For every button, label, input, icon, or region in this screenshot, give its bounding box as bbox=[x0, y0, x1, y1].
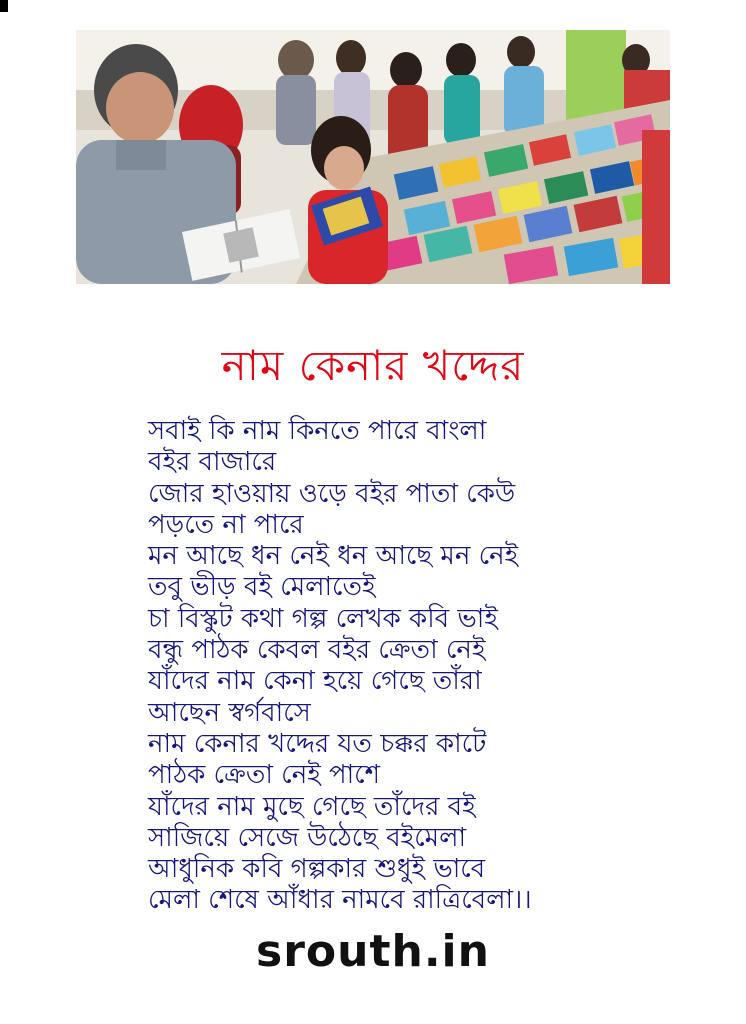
site-name: srouth.in bbox=[256, 926, 490, 977]
poem-line: বইর বাজারে bbox=[148, 447, 277, 478]
poem-line: আধুনিক কবি গল্পকার শুধুই ভাবে bbox=[148, 854, 486, 885]
poem-line: পড়তে না পারে bbox=[148, 509, 304, 540]
poem-line: যাঁদের নাম মুছে গেছে তাঁদের বই bbox=[148, 791, 476, 822]
poem-line: সাজিয়ে সেজে উঠেছে বইমেলা bbox=[148, 822, 466, 853]
poem-line: পাঠক ক্রেতা নেই পাশে bbox=[148, 760, 381, 791]
poem-line: নাম কেনার খদ্দের যত চক্কর কাটে bbox=[148, 728, 487, 759]
poem-line: সবাই কি নাম কিনতে পারে বাংলা bbox=[148, 416, 487, 446]
book-fair-photo bbox=[76, 30, 670, 284]
poem-line: বন্ধু পাঠক কেবল বইর ক্রেতা নেই bbox=[148, 635, 486, 666]
corner-mark bbox=[0, 0, 8, 12]
poem-line: যাঁদের নাম কেনা হয়ে গেছে তাঁরা bbox=[148, 666, 482, 697]
poem-body bbox=[148, 416, 708, 917]
poem-line: আছেন স্বর্গবাসে bbox=[148, 697, 311, 728]
poem-line: মেলা শেষে আঁধার নামবে রাত্রিবেলা।। bbox=[148, 885, 532, 916]
poem-line: তবু ভীড় বই মেলাতেই bbox=[148, 572, 376, 603]
poem-title: নাম কেনার খদ্দের bbox=[221, 341, 525, 390]
poem-line: জোর হাওয়ায় ওড়ে বইর পাতা কেউ bbox=[148, 478, 516, 509]
poem-line: চা বিস্কুট কথা গল্প লেখক কবি ভাই bbox=[148, 603, 498, 634]
poem-line: মন আছে ধন নেই ধন আছে মন নেই bbox=[148, 541, 519, 572]
book-fair-photo-illustration bbox=[76, 30, 670, 284]
